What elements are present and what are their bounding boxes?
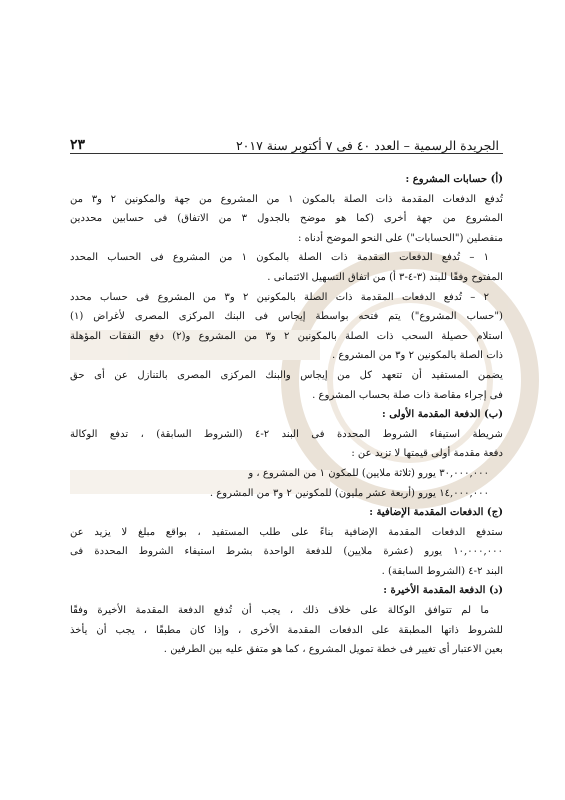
list-item-line: ٢ – تُدفع الدفعات المقدمة ذات الصلة بالمكونين ٢ و٣ من المشروع فى حساب محدد bbox=[70, 291, 489, 303]
paragraph-line: ما لم تتوافق الوكالة على خلاف ذلك ، يجب أن تُدفع الدفعة المقدمة الأخيرة وفقًا bbox=[70, 605, 489, 617]
list-item-line: ("حساب المشروع") يتم فتحه بواسطة إيجاس فى البنك المركزى المصرى لأغراض (١) bbox=[70, 311, 503, 323]
paragraph-line: ستدفع الدفعات المقدمة الإضافية بناءً على طلب المستفيد ، بواقع مبلغ لا يزيد عن bbox=[70, 526, 503, 538]
document-body bbox=[70, 170, 503, 660]
paragraph-line: البند ٢-٤ (الشروط السابقة) . bbox=[381, 565, 503, 577]
section-heading-final-advance: (د) الدفعة المقدمة الأخيرة : bbox=[383, 585, 503, 597]
paragraph-line: بعين الاعتبار أى تغيير فى خطة تمويل المشروع ، كما هو متفق عليه بين الطرفين . bbox=[163, 644, 503, 656]
gazette-title: الجريدة الرسمية – العدد ٤٠ فى ٧ أكتوبر سنة ٢٠١٧ bbox=[235, 138, 499, 153]
list-item-line: المفتوح وفقًا للبند (٣-٤-٣ أ) من اتفاق التسهيل الائتمانى . bbox=[267, 271, 503, 283]
page-number: ٢٣ bbox=[70, 137, 86, 153]
amount-text: يورو (ثلاثة ملايين) للمكون ١ من المشروع ، و bbox=[248, 467, 436, 479]
amount-line bbox=[70, 484, 503, 504]
paragraph-line: دفعة مقدمة أولى قيمتها لا تزيد عن : bbox=[351, 448, 503, 460]
paragraph-line: تُدفع الدفعات المقدمة ذات الصلة بالمكون ١ من المشروع من جهة والمكونين ٢ و٣ من bbox=[70, 193, 503, 205]
section-heading-accounts: (أ) حسابات المشروع : bbox=[405, 174, 503, 185]
amount-text: يورو (أربعة عشر مليون) للمكونين ٢ و٣ من المشروع . bbox=[209, 487, 436, 499]
list-item-line: ذات الصلة بالمكونين ٢ و٣ من المشروع . bbox=[332, 350, 503, 362]
paragraph-line: فى إجراء مقاصة ذات صلة بحساب المشروع . bbox=[312, 389, 503, 401]
paragraph-line: المشروع من جهة أخرى (كما هو موضح بالجدول ٣ من الاتفاق) فى حسابين محددين bbox=[70, 213, 503, 225]
list-item-line: ١ – تُدفع الدفعات المقدمة ذات الصلة بالمكون ١ من المشروع فى الحساب المحدد bbox=[70, 252, 489, 264]
paragraph-line: شريطة استيفاء الشروط المحددة فى البند ٢-٤ (الشروط السابقة) ، تدفع الوكالة bbox=[70, 428, 503, 440]
page-header bbox=[70, 131, 503, 154]
page-content bbox=[70, 131, 503, 660]
section-heading-additional-advances: (ج) الدفعات المقدمة الإضافية : bbox=[369, 507, 503, 519]
amount-value: ٣٠,٠٠٠,٠٠٠ bbox=[439, 467, 489, 479]
paragraph-line: للشروط ذاتها المطبقة على الدفعات المقدمة الأخرى ، وإذا كان مطبقًا ، يجب أن يأخذ bbox=[70, 624, 503, 636]
paragraph-line: يضمن المستفيد أن تتعهد كل من إيجاس والبنك المركزى المصرى بالتنازل عن أى حق bbox=[70, 369, 503, 381]
list-item-line: استلام حصيلة السحب ذات الصلة بالمكونين ٢ و٣ من المشروع و(٢) دفع النفقات المؤهلة bbox=[70, 330, 503, 342]
amount-value: ١٤,٠٠٠,٠٠٠ bbox=[439, 487, 489, 499]
paragraph-line: منفصلين ("الحسابات") على النحو الموضح أدناه : bbox=[298, 232, 503, 244]
amount-line bbox=[70, 464, 503, 484]
paragraph-line: ١٠,٠٠٠,٠٠٠ يورو (عشرة ملايين) للدفعة الواحدة بشرط استيفاء الشروط المحددة فى bbox=[70, 546, 503, 558]
section-heading-first-advance: (ب) الدفعة المقدمة الأولى : bbox=[382, 409, 503, 421]
